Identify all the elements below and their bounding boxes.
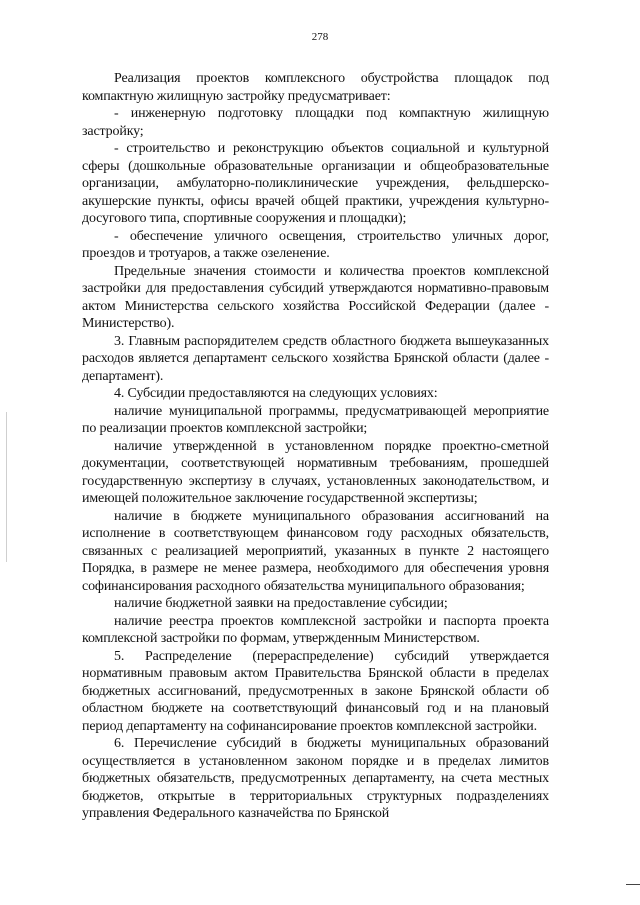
paragraph-clause-6: 6. Перечисление субсидий в бюджеты муниципальных образований осуществляется в установленном законом порядке и в пределах лимитов бюджетных обязательств, предусмотренных департаменту, на счета местных бюджетов, открытые в территориальных структурных подразделениях управления Федерального казначейства по Брянской <box>82 736 549 821</box>
scan-edge-mark <box>6 412 7 562</box>
paragraph-clause-5: 5. Распределение (перераспределение) субсидий утверждается нормативным правовым актом Правительства Брянской области в пределах бюджетных ассигнований, предусмотренных в законе Брянской области об областном бюджете на соответствующий финансовый год и на плановый период департаменту на софинансирование проектов комплексной застройки. <box>82 648 549 734</box>
paragraph-engineering-preparation: - инженерную подготовку площадки под компактную жилищную застройку; <box>82 106 549 139</box>
paragraph-condition-registry: наличие реестра проектов комплексной застройки и паспорта проекта комплексной застройки по формам, утвержденным Министерством. <box>82 613 549 646</box>
paragraph-condition-documentation: наличие утвержденной в установленном порядке проектно-сметной документации, соответствующей нормативным требованиям, прошедшей государственную экспертизу в случаях, установленных законодательством, и имеющей положительное заключение государственной экспертизы; <box>82 438 549 506</box>
page-number: 278 <box>311 31 329 43</box>
scan-corner-mark <box>626 884 640 885</box>
paragraph-clause-3: 3. Главным распорядителем средств областного бюджета вышеуказанных расходов является департамент сельского хозяйства Брянской области (далее - департамент). <box>82 333 549 384</box>
paragraph-condition-program: наличие муниципальной программы, предусматривающей мероприятие по реализации проектов комплексной застройки; <box>82 403 549 436</box>
paragraph-clause-4: 4. Субсидии предоставляются на следующих условиях: <box>114 386 438 401</box>
paragraph-condition-budget: наличие в бюджете муниципального образования ассигнований на исполнение в соответствующем финансовом году расходных обязательств, связанных с реализацией мероприятий, указанных в пункте 2 настоящего Порядка, в размере не менее размера, необходимого для обеспечения уровня софинансирования расходного обязательства муниципального образования; <box>82 508 549 594</box>
paragraph-street-lighting: - обеспечение уличного освещения, строительство уличных дорог, проездов и тротуаров, а также озеленение. <box>82 228 549 261</box>
paragraph-social-construction: - строительство и реконструкцию объектов социальной и культурной сферы (дошкольные образовательные организации и общеобразовательные организации, амбулаторно-поликлинические учреждения, фельдшерско-акушерские пункты, офисы врачей общей практики, учреждения культурно-досугового типа, спортивные сооружения и площадки); <box>82 141 549 226</box>
paragraph-condition-application: наличие бюджетной заявки на предоставление субсидии; <box>114 596 448 611</box>
paragraph-limit-values: Предельные значения стоимости и количества проектов комплексной застройки для предоставления субсидий утверждаются нормативно-правовым актом Министерства сельского хозяйства Российской Федерации (далее - Министерство). <box>82 263 549 331</box>
document-body <box>82 70 549 823</box>
paragraph-projects-intro: Реализация проектов комплексного обустройства площадок под компактную жилищную застройку предусматривает: <box>82 71 549 104</box>
